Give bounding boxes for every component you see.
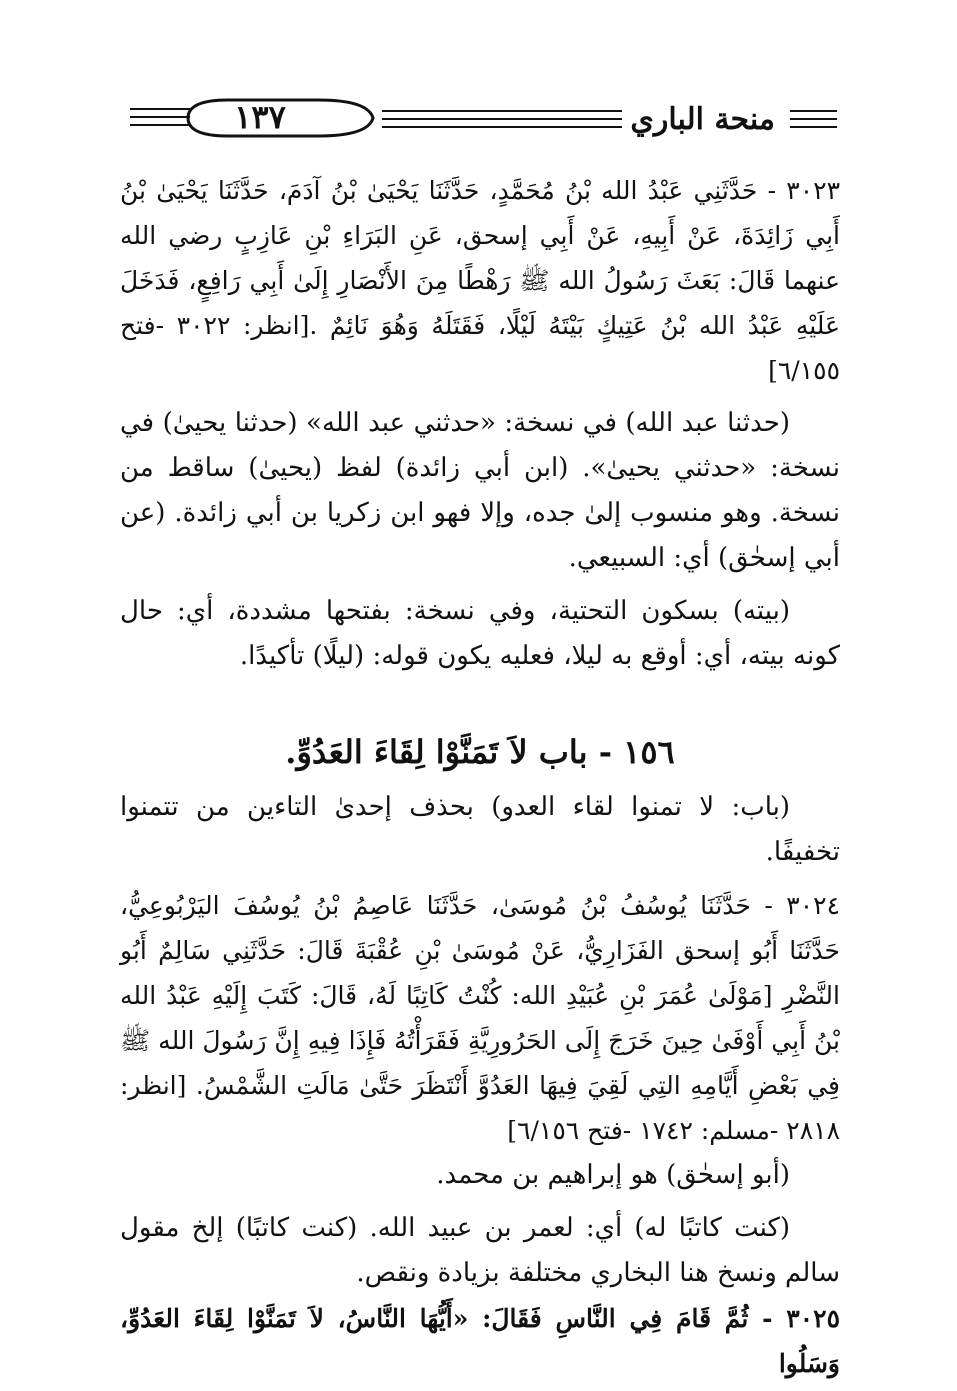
- page-number: ١٣٧: [234, 98, 286, 136]
- running-title: منحة الباري: [630, 102, 775, 137]
- hadith-3024: ٣٠٢٤ - حَدَّثَنَا يُوسُفُ بْنُ مُوسَىٰ، حَدَّثَنَا عَاصِمُ بْنُ يُوسُفَ اليَرْبُوعِيُّ، حَدَّثَنَا أَبُو إسحق الفَزَارِيُّ، عَنْ مُوسَىٰ بْنِ عُقْبَةَ قَالَ: حَدَّثَنِي سَالِمٌ أَبُو النَّضْرِ [مَوْلَىٰ عُمَرَ بْنِ عُبَيْدِ الله: كُنْتُ كَاتِبًا لَهُ، قَالَ: كَتَبَ إِلَيْهِ عَبْدُ الله بْنُ أَبِي أَوْفَىٰ حِينَ خَرَجَ إِلَى الحَرُورِيَّةِ فَقَرَأْتُهُ فَإِذَا فِيهِ إِنَّ رَسُولَ الله ﷺ فِي بَعْضِ أَيَّامِهِ التِي لَقِيَ فِيهَا العَدُوَّ أَنْتَظَرَ حَتَّىٰ مَالَتِ الشَّمْسُ. [انظر: ٢٨١٨ -مسلم: ١٧٤٢ -فتح ٦/١٥٦]: [120, 891, 840, 1145]
- commentary-paragraph: (بيته) بسكون التحتية، وفي نسخة: بفتحها مشددة، أي: حال كونه بيته، أي: أوقع به ليلا، فعليه يكون قوله: (ليلًا) تأكيدًا.: [120, 596, 840, 671]
- header-rule-right-2: [790, 118, 837, 120]
- commentary-paragraph: (حدثنا عبد الله) في نسخة: «حدثني عبد الله» (حدثنا يحيىٰ) في نسخة: «حدثني يحيىٰ». (ابن أبي زائدة) لفظ (يحيىٰ) ساقط من نسخة. وهو منسوب إلىٰ جده، وإلا فهو ابن زكريا بن أبي زائدة. (عن أبي إسحٰق) أي: السبيعي.: [120, 408, 840, 573]
- page-body: [120, 168, 840, 1386]
- header-rule-mid-3: [382, 126, 622, 128]
- header-rule-right-1: [790, 110, 837, 112]
- hadith-3023: ٣٠٢٣ - حَدَّثَنِي عَبْدُ الله بْنُ مُحَمَّدٍ، حَدَّثَنَا يَحْيَىٰ بْنُ آدَمَ، حَدَّثَنَا يَحْيَىٰ بْنُ أَبِي زَائِدَةَ، عَنْ أَبِيهِ، عَنْ أَبِي إسحق، عَنِ البَرَاءِ بْنِ عَازِبٍ رضي الله عنهما قَالَ: بَعَثَ رَسُولُ الله ﷺ رَهْطًا مِنَ الأَنْصَارِ إِلَىٰ أَبِي رَافِعٍ، فَدَخَلَ عَلَيْهِ عَبْدُ الله بْنُ عَتِيكٍ بَيْتَهُ لَيْلًا، فَقَتَلَهُ وَهُوَ نَائِمٌ .[انظر: ٣٠٢٢ -فتح ٦/١٥٥]: [120, 176, 840, 385]
- header-rule-mid-1: [382, 110, 622, 112]
- hadith-3025: ٣٠٢٥ - ثُمَّ قَامَ فِي النَّاسِ فَقَالَ: «أَيُّهَا النَّاسُ، لاَ تَمَنَّوْا لِقَاءَ العَدُوِّ، وَسَلُوا: [120, 1304, 840, 1378]
- chapter-heading: ١٥٦ - باب لاَ تَمَنَّوْا لِقَاءَ العَدُوِّ.: [285, 733, 675, 771]
- header-rule-mid-2: [382, 118, 622, 120]
- header-rule-right-3: [790, 126, 837, 128]
- commentary-paragraph: (كنت كاتبًا له) أي: لعمر بن عبيد الله. (كنت كاتبًا) إلخ مقول سالم ونسخ هنا البخاري مختلفة بزيادة ونقص.: [120, 1213, 840, 1288]
- page-header: [120, 92, 837, 152]
- commentary-paragraph: (أبو إسحٰق) هو إبراهيم بن محمد.: [436, 1160, 790, 1190]
- commentary-paragraph: (باب: لا تمنوا لقاء العدو) بحذف إحدىٰ التاءين من تتمنوا تخفيفًا.: [120, 792, 840, 867]
